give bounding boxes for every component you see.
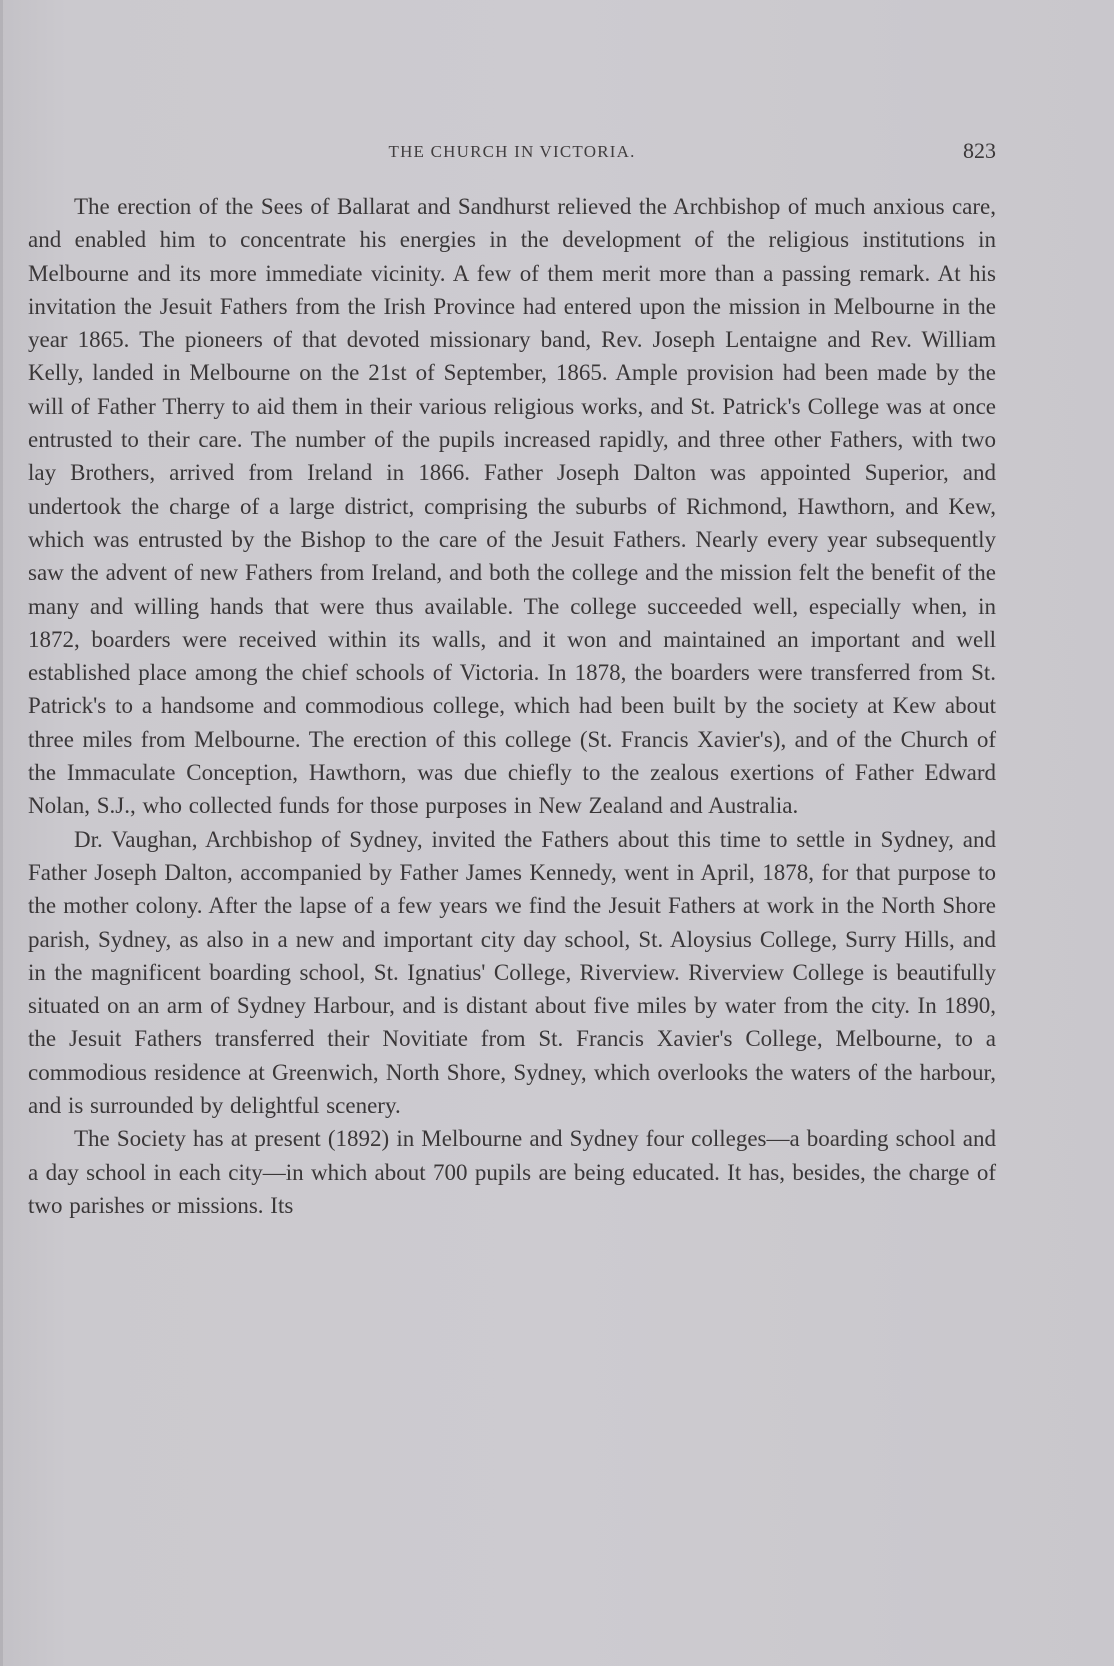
body-text — [28, 190, 996, 1222]
running-title: THE CHURCH IN VICTORIA. — [388, 142, 636, 161]
paragraph-3: The Society has at present (1892) in Melbourne and Sydney four colleges—a boarding school and a day school in each city—in which about 700 pupils are being educated. It has, besides, the charge of two parishes or missions. Its — [28, 1126, 996, 1218]
paragraph-2: Dr. Vaughan, Archbishop of Sydney, invited the Fathers about this time to settle in Sydney, and Father Joseph Dalton, accompanied by Father James Kennedy, went in April, 1878, for that purpose to the mother colony. After the lapse of a few years we find the Jesuit Fathers at work in the North Shore parish, Sydney, as also in a new and important city day school, St. Aloysius College, Surry Hills, and in the magnificent boarding school, St. Ignatius' College, Riverview. Riverview College is beautifully situated on an arm of Sydney Harbour, and is distant about five miles by water from the city. In 1890, the Jesuit Fathers transferred their Novitiate from St. Francis Xavier's College, Melbourne, to a commodious residence at Greenwich, North Shore, Sydney, which overlooks the waters of the harbour, and is surrounded by delightful scenery. — [28, 826, 996, 1119]
page-number: 823 — [963, 138, 996, 163]
paragraph-1: The erection of the Sees of Ballarat and Sandhurst relieved the Archbishop of much anxious care, and enabled him to concentrate his energies in the development of the religious institutions in Melbourne and its more immediate vicinity. A few of them merit more than a passing remark. At his invitation the Jesuit Fathers from the Irish Province had entered upon the mission in Melbourne in the year 1865. The pioneers of that devoted missionary band, Rev. Joseph Lentaigne and Rev. William Kelly, landed in Melbourne on the 21st of September, 1865. Ample provision had been made by the will of Father Therry to aid them in their various religious works, and St. Patrick's College was at once entrusted to their care. The number of the pupils increased rapidly, and three other Fathers, with two lay Brothers, arrived from Ireland in 1866. Father Joseph Dalton was appointed Superior, and undertook the charge of a large district, comprising the suburbs of Richmond, Hawthorn, and Kew, which was entrusted by the Bishop to the care of the Jesuit Fathers. Nearly every year subsequently saw the advent of new Fathers from Ireland, and both the college and the mission felt the benefit of the many and willing hands that were thus available. The college succeeded well, especially when, in 1872, boarders were received within its walls, and it won and maintained an important and well established place among the chief schools of Victoria. In 1878, the boarders were transferred from St. Patrick's to a handsome and commodious college, which had been built by the society at Kew about three miles from Melbourne. The erection of this college (St. Francis Xavier's), and of the Church of the Immaculate Conception, Hawthorn, was due chiefly to the zealous exertions of Father Edward Nolan, S.J., who collected funds for those purposes in New Zealand and Australia. — [28, 194, 996, 819]
page-edge — [0, 0, 3, 1666]
running-head — [28, 138, 996, 168]
